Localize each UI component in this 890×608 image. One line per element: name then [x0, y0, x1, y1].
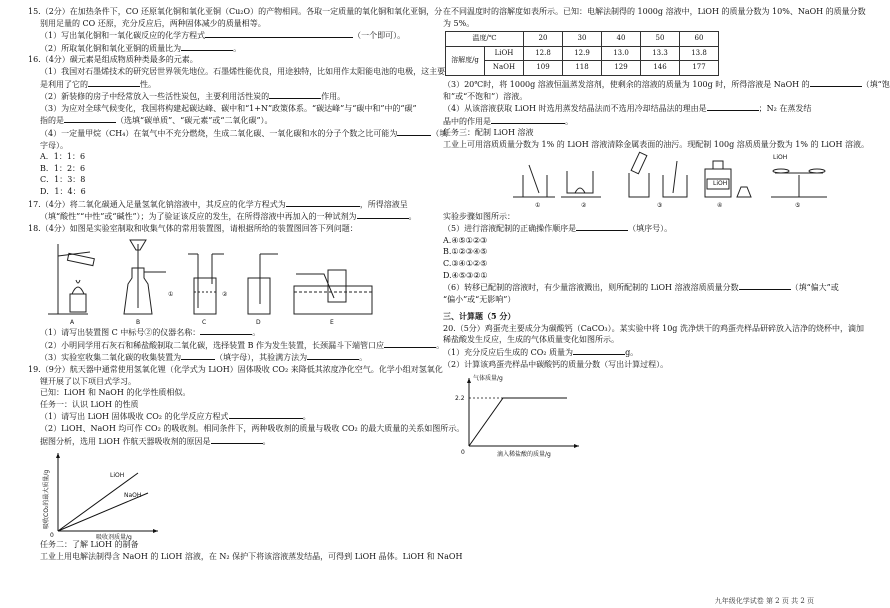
y-arrow-icon: [467, 378, 471, 383]
label-e: E: [330, 319, 334, 327]
table-cell: LiOH: [485, 46, 524, 61]
q16-sub1a: （1）我国对石墨烯技术的研究居世界领先地位。石墨烯性能优良，用途独特，比如用作太阳能电池的电极，这主要: [40, 66, 446, 76]
q20-sub2: （2）计算该鸡蛋壳样品中碳酸钙的质量分数（写出计算过程）。: [443, 359, 669, 369]
answer-blank[interactable]: [205, 29, 279, 38]
label-d: D: [256, 319, 261, 327]
answer-blank[interactable]: [739, 281, 791, 290]
option-a: A．1：1：6: [40, 152, 86, 162]
q16-sub3b: 指的是 （选填“碳单质”、“碳元素”或“二氧化碳”）。: [40, 116, 273, 126]
apparatus-e: [294, 270, 372, 314]
q15-sub2: （2）所取氧化铜和氧化亚铜的质量比为 。: [40, 43, 242, 53]
table-row: [446, 46, 719, 61]
q19-line2: 锂开展了以下项目式学习。: [40, 376, 136, 386]
table-cell: 118: [563, 61, 602, 76]
lab-steps-figure: [443, 151, 835, 211]
table-cell: 177: [680, 61, 719, 76]
page-footer: 九年级化学试卷 第 2 页 共 2 页: [714, 597, 814, 605]
table-cell: 129: [602, 61, 641, 76]
q16-sub1b: 是利用了它的 性。: [40, 79, 156, 89]
q17-line1: 17.（4分）将二氧化碳通入足量氢氧化钠溶液中，其反应的化学方程式为 ，所得溶液呈: [28, 199, 408, 209]
q15-sub1: （1）写出氧化铜和一氧化碳反应的化学方程式 （一个即可）。: [40, 31, 406, 41]
x-axis-label: 吸收剂质量/g: [96, 534, 132, 542]
table-cell: 20: [524, 32, 563, 47]
q16-line1: 16.（4分）碳元素是组成物质种类最多的元素。: [28, 55, 198, 65]
option-c: C．1：3：8: [40, 175, 86, 185]
answer-blank[interactable]: [491, 115, 565, 124]
answer-blank[interactable]: [181, 351, 215, 360]
q20-line2: 稀盐酸发生反应，生成的气体质量变化如图所示。: [443, 335, 619, 345]
apparatus-a: [48, 244, 94, 314]
marker-2: ②: [222, 291, 228, 299]
step-marker-3: ③: [657, 201, 663, 209]
answer-blank[interactable]: [707, 102, 759, 111]
step-3b-stirring: [663, 161, 687, 197]
q19-sub2a: （2）LiOH、NaOH 均可作 CO₂ 的吸收剂。相同条件下，两种吸收剂的质量与吸收 CO₂ 的最大质量的关系如图所示。: [40, 424, 465, 434]
x-arrow-icon: [574, 444, 579, 448]
q18-sub3: （3）实验室收集二氧化碳的收集装置为 （填字母），其验满方法为 。: [40, 353, 368, 363]
table-cell: 40: [602, 32, 641, 47]
table-cell: 13.0: [602, 46, 641, 61]
q19-task2: 任务二：了解 LiOH 的制备: [40, 540, 139, 550]
balance-label: LiOH: [773, 153, 788, 161]
table-cell: 50: [641, 32, 680, 47]
gas-curve: [469, 398, 567, 446]
r-sub6b: “偏小”或“无影响”）: [443, 294, 516, 304]
y-arrow-icon: [56, 453, 60, 458]
q19-line3: 已知：LiOH 和 NaOH 的化学性质相似。: [40, 388, 191, 398]
answer-blank[interactable]: [397, 127, 431, 136]
answer-blank[interactable]: [576, 222, 628, 231]
origin-label: 0: [50, 532, 54, 540]
q18-sub1: （1）请写出装置图 C 中标号②的仪器名称： 。: [40, 328, 261, 338]
apparatus-d: [248, 254, 278, 314]
y-value-label: 2.2: [455, 395, 465, 403]
answer-blank[interactable]: [200, 326, 252, 335]
answer-blank[interactable]: [810, 78, 862, 87]
step-1-beaker: [513, 165, 555, 197]
label-c: C: [202, 319, 207, 327]
r-sub5: （5）进行溶液配制的正确操作顺序是 （填序号）。: [443, 224, 673, 234]
answer-blank[interactable]: [279, 29, 353, 38]
table-cell: 12.9: [563, 46, 602, 61]
table-cell: 13.8: [680, 46, 719, 61]
x-arrow-icon: [153, 529, 158, 533]
apparatus-c: [188, 254, 224, 314]
option-d: D．1：4：6: [40, 186, 86, 196]
step-3-pouring: [629, 152, 649, 197]
step-5-balance: [771, 169, 827, 197]
option-b: B.①②③④⑤: [443, 247, 488, 257]
r-sub3a: （3）20℃时，将 1000g 溶液恒温蒸发溶剂，使剩余的溶液的质量为 100g 时，所得溶液是 NaOH 的 （填“饱: [443, 79, 890, 89]
step-marker-2: ②: [581, 201, 587, 209]
table-row: [446, 61, 719, 76]
q16-sub2: （2）新装修的房子中经常放入一些活性炭包，主要利用活性炭的 作用。: [40, 92, 346, 102]
table-cell: 60: [680, 32, 719, 47]
table-cell: 13.3: [641, 46, 680, 61]
r-intro1: 在不同温度时的溶解度如表所示。已知：电解法制得的 1000g 溶液中，LiOH 的质量分数为 10%、NaOH 的质量分数: [443, 7, 866, 16]
table-cell: 30: [563, 32, 602, 47]
origin-label: 0: [461, 449, 465, 457]
right-column: [443, 6, 890, 459]
y-axis-label: 气体质量/g: [473, 375, 503, 383]
naoh-label: NaOH: [124, 492, 142, 500]
table-cell: NaOH: [485, 61, 524, 76]
q15-line2: 别用足量的 CO 还原，充分反应后，两种固体减少的质量相等。: [40, 18, 266, 28]
q15-line1: 15.（2分）在加热条件下，CO 还原氧化铜和氧化亚铜（Cu₂O）的产物相同。各取一定质量的氧化铜和氧化亚铜，分: [28, 7, 443, 16]
r-sub3b: 和”或“不饱和”）溶液。: [443, 91, 528, 101]
q20-sub1: （1）充分反应后生成的 CO₂ 质量为 g。: [443, 348, 639, 358]
q16-sub4a: （4）一定量甲烷（CH₄）在氧气中不充分燃烧，生成二氧化碳、一氧化碳和水的分子个数之比可能为 （填: [40, 128, 448, 138]
table-row-label: 溶解度/g: [446, 46, 485, 75]
q19-task1: 任务一：认识 LiOH 的性质: [40, 399, 139, 409]
r-steps-title: 实验步骤如图所示：: [443, 211, 515, 221]
step-marker-1: ①: [535, 201, 541, 209]
q18-line1: 18.（4分）如图是实验室制取和收集气体的常用装置图，请根据所给的装置图回答下列问题：: [28, 223, 358, 233]
table-row: [446, 32, 719, 47]
bottle-label: LiOH: [713, 179, 728, 187]
step-marker-4: ④: [717, 201, 723, 209]
q19-sub1: （1）请写出 LiOH 固体吸收 CO₂ 的化学反应方程式 。: [40, 412, 311, 422]
q16-sub3a: （3）为应对全球气候变化，我国将构建起碳达峰、碳中和“1+N”政策体系。“碳达峰”与“碳中和”中的“碳”: [40, 103, 417, 113]
table-cell: 12.8: [524, 46, 563, 61]
q19-task2-line: 工业上用电解法制得含 NaOH 的 LiOH 溶液，在 N₂ 保护下将该溶液蒸发结晶，可得到 LiOH 晶体。LiOH 和 NaOH: [40, 551, 463, 561]
solubility-table: [445, 31, 719, 76]
q19-line1: 19.（9分）航天器中通常使用氢氧化锂（化学式为 LiOH）固体吸收 CO₂ 来降低其浓度净化空气。化学小组对氢氧化: [28, 365, 443, 375]
x-axis-label: 滴入稀盐酸的质量/g: [497, 451, 551, 459]
marker-1: ①: [168, 291, 174, 299]
answer-blank[interactable]: [357, 210, 409, 219]
r-sub4a: （4）从该溶液获取 LiOH 时选用蒸发结晶法而不选用冷却结晶法的理由是 ；N₂ 在蒸发结: [443, 104, 812, 114]
answer-blank[interactable]: [307, 351, 359, 360]
r-sub6a: （6）转移已配制的溶液时，有少量溶液溅出，则所配制的 LiOH 溶液溶质质量分数 （填“偏大”或: [443, 283, 839, 293]
answer-blank[interactable]: [229, 410, 303, 419]
q19-sub2b: 据图分析，选用 LiOH 作航天器吸收剂的原因是 。: [40, 436, 271, 446]
option-a: A.④⑤①②③: [443, 235, 488, 245]
absorbent-graph: [36, 447, 166, 542]
answer-blank[interactable]: [573, 346, 625, 355]
answer-blank[interactable]: [384, 339, 436, 348]
q17-line2: （填“酸性”“中性”或“碱性”）；为了验证该反应的发生，在所得溶液中再加入的一种试剂为 。: [40, 212, 417, 222]
answer-blank[interactable]: [181, 42, 233, 51]
q20-line1: 20.（5分）鸡蛋壳主要成分为碳酸钙（CaCO₃）。某实验中将 10g 洗净烘干的鸡蛋壳样品研碎放入洁净的烧杯中，滴加: [443, 323, 864, 333]
option-c: C.③④①②⑤: [443, 258, 488, 268]
apparatus-b: [124, 240, 166, 314]
table-header-cell: 温度/℃: [446, 32, 524, 47]
step-2-heating: [561, 171, 601, 197]
table-cell: 146: [641, 61, 680, 76]
apparatus-figure: [28, 234, 428, 326]
answer-blank[interactable]: [64, 114, 116, 123]
option-d: D.④⑤③②①: [443, 270, 488, 280]
table-cell: 109: [524, 61, 563, 76]
r-intro2: 为 5%。: [443, 18, 475, 28]
r-sub4b: 晶中的作用是 。: [443, 116, 573, 126]
lioh-label: LiOH: [110, 472, 125, 480]
step-marker-5: ⑤: [795, 201, 801, 209]
q18-sub2: （2）小明同学用石灰石和稀盐酸制取二氧化碳，选择装置 B 作为发生装置，长颈漏斗下端管口应 。: [40, 340, 445, 350]
step-4-bottle: [705, 161, 751, 197]
label-a: A: [70, 319, 75, 327]
answer-blank[interactable]: [286, 198, 360, 207]
q16-sub4b: 字母）。: [40, 140, 68, 150]
option-b: B．1：2：6: [40, 163, 86, 173]
label-b: B: [136, 319, 141, 327]
answer-blank[interactable]: [88, 78, 140, 87]
r-task3: 任务三：配制 LiOH 溶液: [443, 128, 534, 138]
section-3-heading: 三、计算题（5 分）: [443, 311, 516, 322]
answer-blank[interactable]: [211, 435, 263, 444]
answer-blank[interactable]: [269, 90, 321, 99]
r-task3-line1: 工业上可用溶质质量分数为 1% 的 LiOH 溶液清除金属表面的油污。现配制 100g 溶质质量分数为 1% 的 LiOH 溶液。: [443, 139, 870, 149]
y-axis-label: 吸收CO₂的最大质量/g: [43, 470, 50, 530]
gas-mass-graph: [449, 370, 589, 458]
